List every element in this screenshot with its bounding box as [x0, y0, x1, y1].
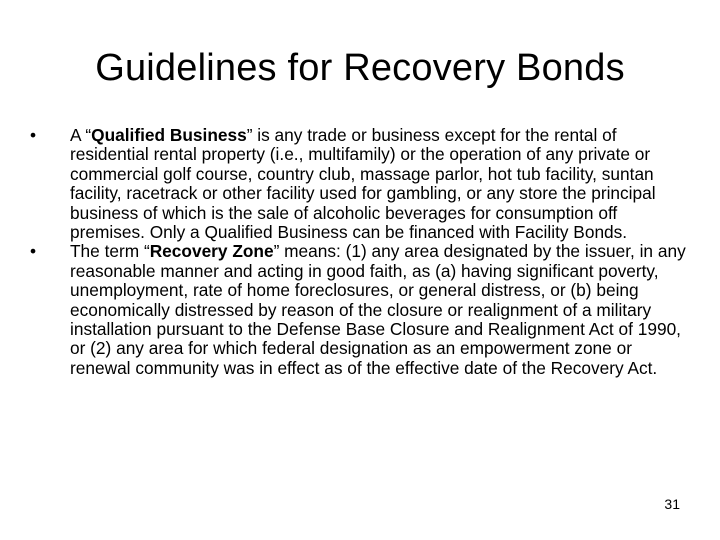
slide-title: Guidelines for Recovery Bonds: [95, 47, 625, 89]
bullet-text-before: The term “: [70, 241, 150, 262]
bullet-list: [30, 126, 690, 378]
bullet-qualified-business: [30, 126, 690, 242]
bullet-term-bold: Recovery Zone: [149, 241, 274, 262]
bullet-text-after: ” means: (1) any area designated by the issuer, in any reasonable manner and acting in good faith, as (a) having significant poverty, unemployment, rate of home foreclosures, or general distress, or (b) being economically distressed by reason of the closure or realignment of a military installation pursuant to the Defense Base Closure and Realignment Act of 1990, or (2) any area for which federal designation as an empowerment zone or renewal community was in effect as of the effective date of the Recovery Act.: [70, 241, 686, 378]
page-number: 31: [664, 496, 680, 512]
bullet-text: [70, 241, 686, 377]
bullet-text-after: ” is any trade or business except for the rental of residential rental property (i.e., multifamily) or the operation of any private or commercial golf course, country club, massage parlor, hot tub facility, suntan facility, racetrack or other facility used for gambling, or any store the principal business of which is the sale of alcoholic beverages for consumption off premises. Only a Qualified Business can be financed with Facility Bonds.: [70, 125, 656, 243]
bullet-text: [70, 125, 656, 242]
bullet-marker: •: [30, 125, 37, 145]
bullet-marker: •: [30, 241, 37, 262]
bullet-term-bold: Qualified Business: [91, 125, 247, 145]
bullet-recovery-zone: [30, 242, 690, 378]
bullet-text-before: A “: [70, 125, 92, 145]
